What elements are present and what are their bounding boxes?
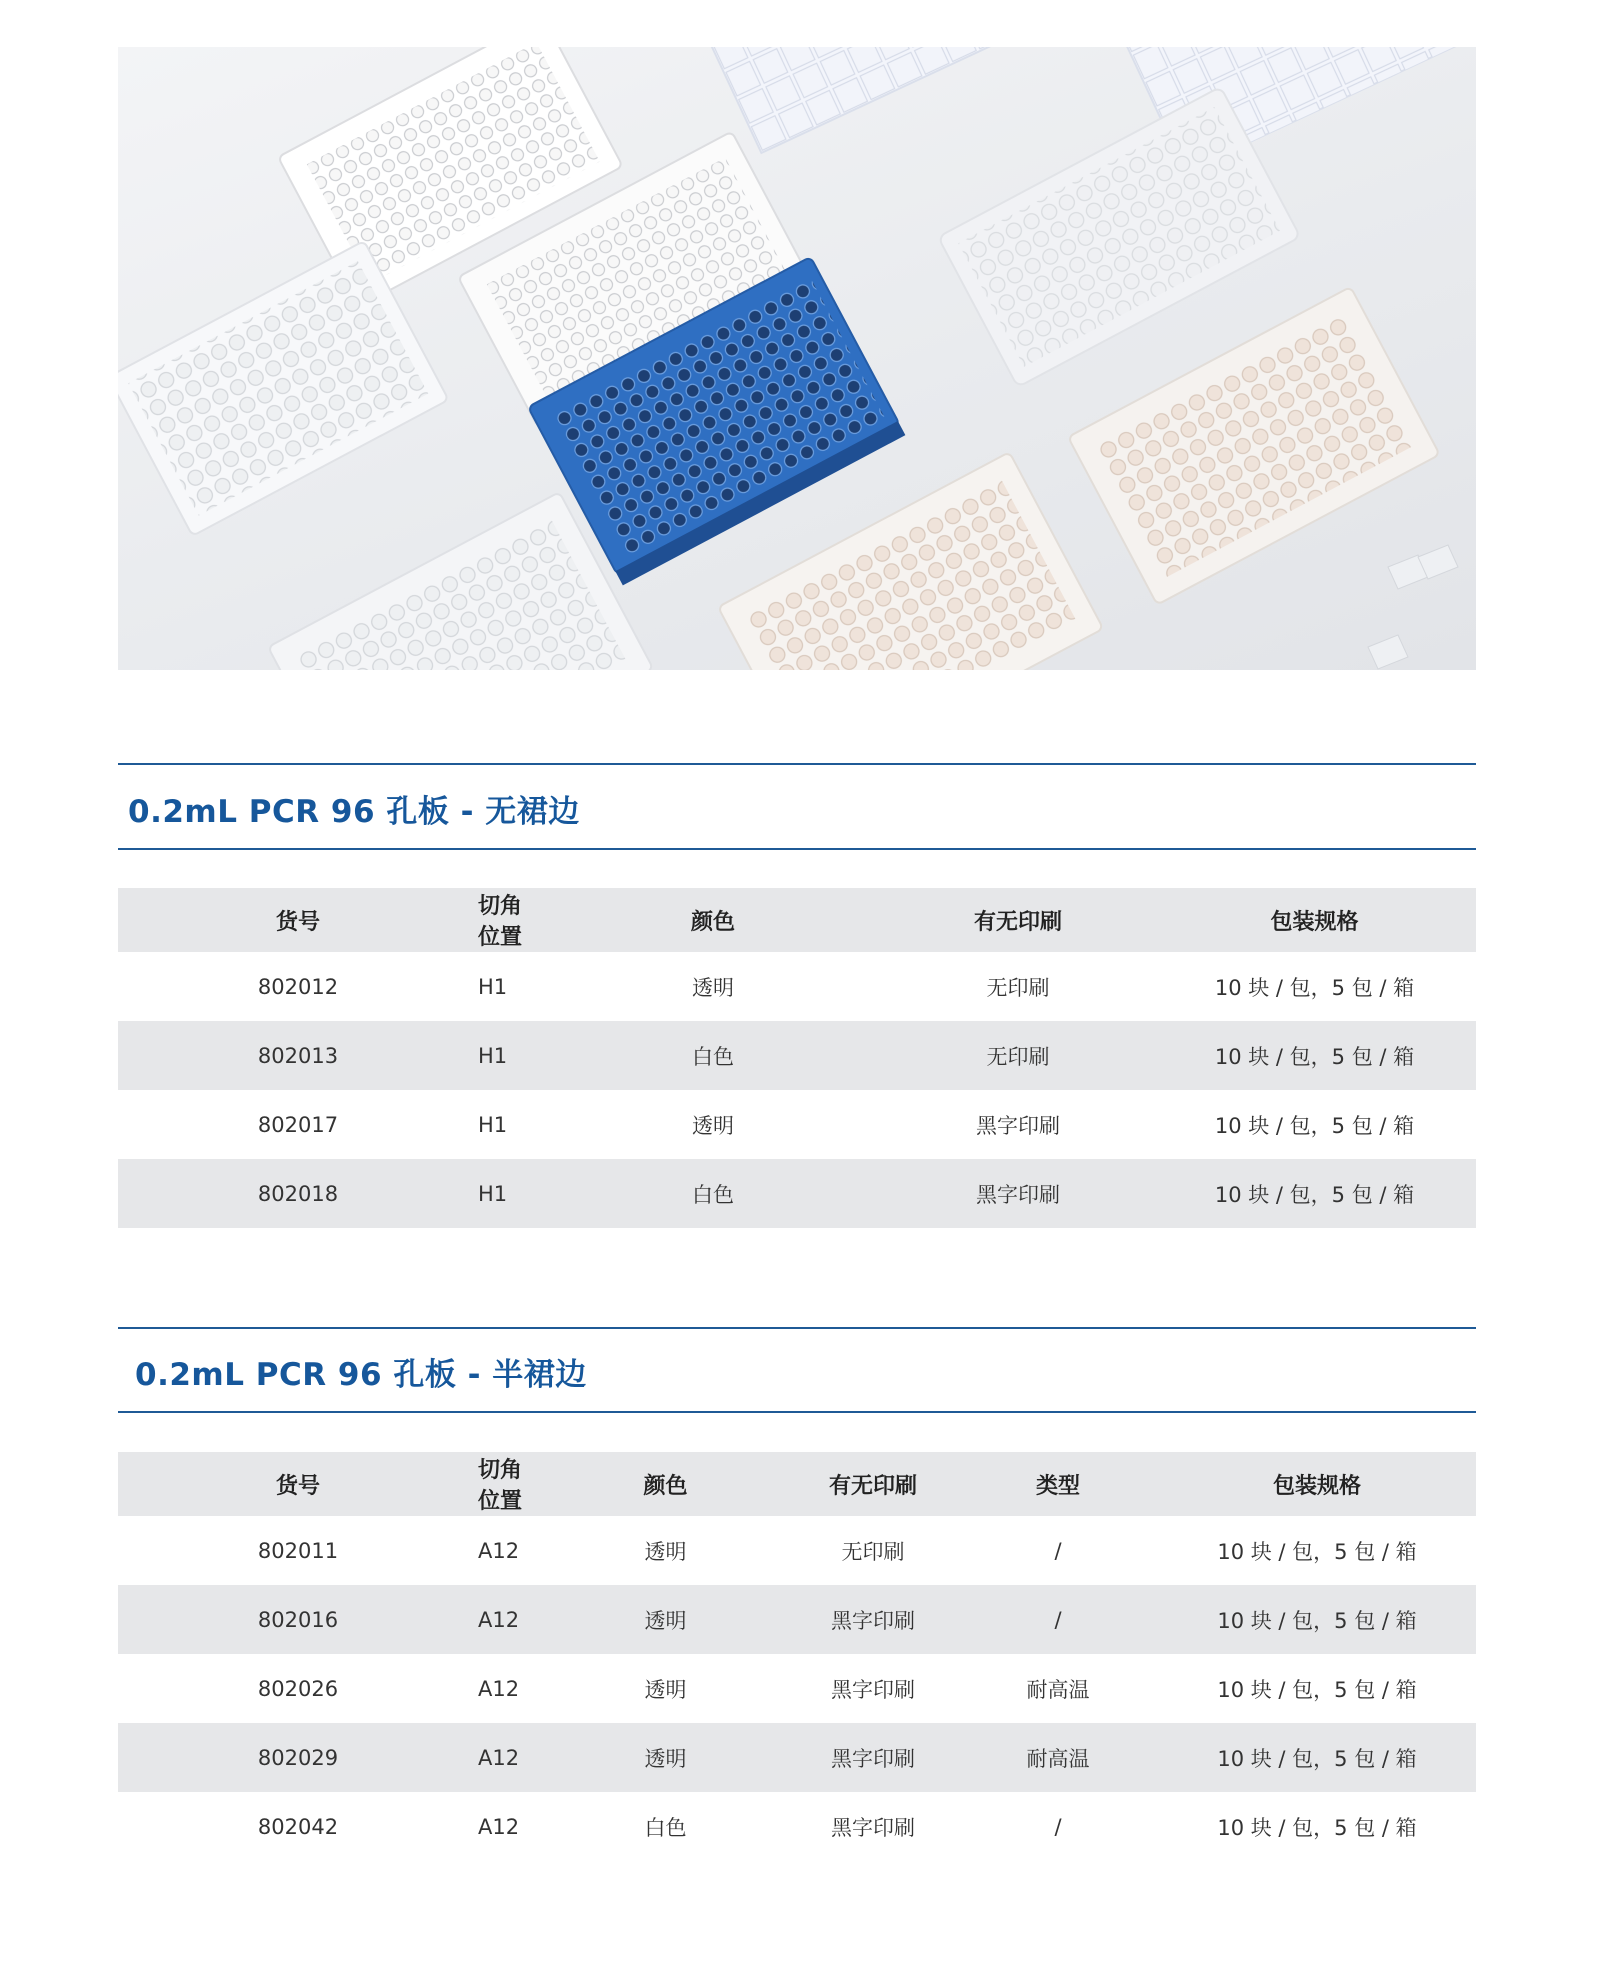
cell-cut-corner: A12 bbox=[478, 1585, 543, 1654]
cell-color: 透明 bbox=[644, 1677, 687, 1702]
col-header-type: 类型 bbox=[958, 1452, 1158, 1516]
cell-color: 透明 bbox=[692, 975, 734, 1000]
col-header-printing: 有无印刷 bbox=[883, 888, 1153, 952]
cell-packing: 10 块 / 包，5 包 / 箱 bbox=[1214, 975, 1415, 1000]
cell-printing: 黑字印刷 bbox=[831, 1677, 915, 1702]
cell-cut-corner: H1 bbox=[478, 1021, 543, 1090]
cell-printing: 黑字印刷 bbox=[976, 1113, 1060, 1138]
cell-printing: 黑字印刷 bbox=[883, 1159, 1153, 1228]
col-header-cut-corner: 切角位置 bbox=[478, 1452, 543, 1516]
col-header-packing: 包装规格 bbox=[1153, 888, 1476, 952]
deep-well-plate bbox=[698, 47, 1060, 153]
table-row bbox=[118, 952, 1476, 1021]
col-header-cut-corner: 切角位置 bbox=[478, 888, 543, 952]
cell-cut-corner: A12 bbox=[478, 1723, 543, 1792]
cell-printing: 无印刷 bbox=[841, 1539, 905, 1564]
cell-cut-corner: H1 bbox=[478, 1159, 543, 1228]
col-header-color: 颜色 bbox=[543, 888, 883, 952]
product-photo bbox=[118, 47, 1476, 670]
cell-sku: 802042 bbox=[257, 1814, 339, 1839]
cell-type: / bbox=[1054, 1814, 1062, 1839]
cell-type: 耐高温 bbox=[958, 1723, 1158, 1792]
section1-header-row bbox=[118, 888, 1476, 952]
cell-sku: 802011 bbox=[257, 1538, 339, 1563]
col-header-packing: 包装规格 bbox=[1158, 1452, 1476, 1516]
cell-sku: 802013 bbox=[118, 1021, 478, 1090]
cell-sku: 802029 bbox=[118, 1723, 478, 1792]
cell-packing: 10 块 / 包，5 包 / 箱 bbox=[1217, 1677, 1417, 1702]
cell-sku: 802012 bbox=[257, 974, 339, 999]
cell-packing: 10 块 / 包，5 包 / 箱 bbox=[1214, 1113, 1415, 1138]
cell-packing: 10 块 / 包，5 包 / 箱 bbox=[1153, 1021, 1476, 1090]
section2-title: 0.2mL PCR 96 孔板 - 半裙边 bbox=[135, 1357, 587, 1393]
col-header-sku: 货号 bbox=[118, 888, 478, 952]
cell-cut-corner: A12 bbox=[478, 1814, 520, 1839]
section1-bottom-rule bbox=[118, 848, 1476, 850]
section1-table bbox=[118, 888, 1476, 1228]
cell-packing: 10 块 / 包，5 包 / 箱 bbox=[1217, 1815, 1417, 1840]
cell-color: 透明 bbox=[543, 1723, 788, 1792]
cell-color: 白色 bbox=[543, 1159, 883, 1228]
cell-cut-corner: A12 bbox=[478, 1538, 520, 1563]
cell-sku: 802016 bbox=[118, 1585, 478, 1654]
cell-type: / bbox=[1054, 1538, 1062, 1563]
cell-sku: 802026 bbox=[257, 1676, 339, 1701]
section2-table bbox=[118, 1452, 1476, 1861]
cell-color: 透明 bbox=[543, 1585, 788, 1654]
cell-printing: 无印刷 bbox=[986, 975, 1050, 1000]
table-row bbox=[118, 1090, 1476, 1159]
pcr-plates-illustration bbox=[118, 47, 1476, 670]
section1-title: 0.2mL PCR 96 孔板 - 无裙边 bbox=[128, 794, 580, 830]
table-row bbox=[118, 1516, 1476, 1585]
col-header-color: 颜色 bbox=[543, 1452, 788, 1516]
col-header-sku: 货号 bbox=[118, 1452, 478, 1516]
cell-type: 耐高温 bbox=[1026, 1677, 1090, 1702]
cell-cut-corner: A12 bbox=[478, 1676, 520, 1701]
table-row bbox=[118, 1654, 1476, 1723]
pcr-tube-strip bbox=[1368, 545, 1458, 669]
col-header-printing: 有无印刷 bbox=[788, 1452, 958, 1516]
cell-color: 透明 bbox=[644, 1539, 687, 1564]
cell-cut-corner: H1 bbox=[478, 1112, 508, 1137]
section2-bottom-rule bbox=[118, 1411, 1476, 1413]
table-row bbox=[118, 1792, 1476, 1861]
cell-printing: 黑字印刷 bbox=[831, 1815, 915, 1840]
cell-type: / bbox=[958, 1585, 1158, 1654]
cell-packing: 10 块 / 包，5 包 / 箱 bbox=[1158, 1723, 1476, 1792]
section1-top-rule bbox=[118, 763, 1476, 765]
cell-packing: 10 块 / 包，5 包 / 箱 bbox=[1217, 1539, 1417, 1564]
cell-cut-corner: H1 bbox=[478, 974, 508, 999]
table-row bbox=[118, 1021, 1476, 1090]
cell-color: 白色 bbox=[644, 1815, 687, 1840]
cell-sku: 802018 bbox=[118, 1159, 478, 1228]
cell-sku: 802017 bbox=[257, 1112, 339, 1137]
clear-skirted-plate bbox=[1068, 287, 1440, 605]
section2-top-rule bbox=[118, 1327, 1476, 1329]
table-row bbox=[118, 1723, 1476, 1792]
cell-color: 白色 bbox=[543, 1021, 883, 1090]
section2-header-row bbox=[118, 1452, 1476, 1516]
cell-packing: 10 块 / 包，5 包 / 箱 bbox=[1158, 1585, 1476, 1654]
cell-packing: 10 块 / 包，5 包 / 箱 bbox=[1153, 1159, 1476, 1228]
cell-color: 透明 bbox=[692, 1113, 734, 1138]
table-row bbox=[118, 1585, 1476, 1654]
cell-printing: 无印刷 bbox=[883, 1021, 1153, 1090]
cell-printing: 黑字印刷 bbox=[788, 1723, 958, 1792]
cell-printing: 黑字印刷 bbox=[788, 1585, 958, 1654]
table-row bbox=[118, 1159, 1476, 1228]
